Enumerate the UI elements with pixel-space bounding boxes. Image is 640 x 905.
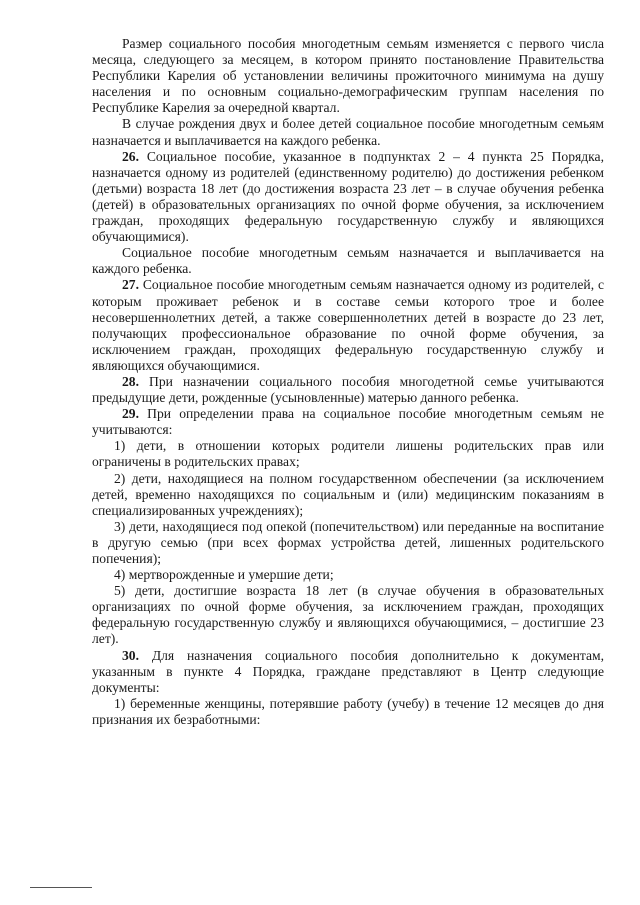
list-item xyxy=(92,471,604,519)
paragraph-number: 28. xyxy=(122,373,139,389)
list-item xyxy=(92,696,604,728)
paragraph-text: Социальное пособие, указанное в подпунктах 2 – 4 пункта 25 Порядка, назначается одному из родителей (единственному родителю) до достижения ребенком (детьми) возраста 18 лет (до достижения возраста 23 лет – в случае обучения ребенка (детей) в образовательных организациях по очной форме обучения, за исключением граждан, проходящих федеральную государственную службу и являющихся обучающимися). xyxy=(92,148,604,245)
numbered-paragraph xyxy=(92,374,604,406)
paragraph-text: 5) дети, достигшие возраста 18 лет (в случае обучения в образовательных организациях по очной форме обучения, за исключением граждан, проходящих федеральную государственную службу и являющихся обучающимися, – достигшие 23 лет). xyxy=(92,583,604,647)
paragraph xyxy=(92,245,604,277)
list-item xyxy=(92,519,604,567)
numbered-paragraph xyxy=(92,406,604,438)
paragraph-number: 26. xyxy=(122,148,139,164)
paragraph-text: 2) дети, находящиеся на полном государственном обеспечении (за исключением детей, временно находящихся по социальным и (или) медицинским показаниям в специализированных учреждениях); xyxy=(92,470,604,518)
paragraph xyxy=(92,116,604,148)
paragraph-text: При назначении социального пособия многодетной семье учитываются предыдущие дети, рожденные (усыновленные) матерью данного ребенка. xyxy=(92,373,604,406)
list-item xyxy=(92,583,604,647)
document-body xyxy=(92,36,604,728)
numbered-paragraph xyxy=(92,277,604,374)
paragraph-number: 30. xyxy=(122,647,139,663)
paragraph-text: При определении права на социальное пособие многодетным семьям не учитываются: xyxy=(92,406,604,438)
paragraph-text: Социальное пособие многодетным семьям назначается одному из родителей, с которым проживает ребенок и в составе семьи которого трое и более несовершеннолетних детей, а также совершеннолетних детей в возрасте до 23 лет, получающих профессиональное образование по очной форме обучения, за исключением граждан, проходящих федеральную государственную службу и являющихся обучающимися. xyxy=(92,277,604,373)
paragraph-text: Для назначения социального пособия дополнительно к документам, указанным в пункте 4 Порядка, граждане представляют в Центр следующие документы: xyxy=(92,647,604,695)
paragraph-text: 4) мертворожденные и умершие дети; xyxy=(114,567,334,583)
list-item xyxy=(92,438,604,470)
paragraph-text: 1) дети, в отношении которых родители лишены родительских прав или ограничены в родительских правах; xyxy=(92,438,604,470)
footnote-rule xyxy=(30,887,92,888)
paragraph-text: Размер социального пособия многодетным семьям изменяется с первого числа месяца, следующего за месяцем, в котором принято постановление Правительства Республики Карелия об установлении величины прожиточного минимума на душу населения и по основным социально-демографическим группам населения по Республике Карелия за очередной квартал. xyxy=(92,36,604,116)
paragraph-text: 1) беременные женщины, потерявшие работу (учебу) в течение 12 месяцев до дня признания их безработными: xyxy=(92,695,604,727)
paragraph-text: Социальное пособие многодетным семьям назначается и выплачивается на каждого ребенка. xyxy=(92,245,604,277)
paragraph-number: 29. xyxy=(122,406,139,422)
paragraph xyxy=(92,36,604,116)
numbered-paragraph xyxy=(92,149,604,246)
paragraph-text: В случае рождения двух и более детей социальное пособие многодетным семьям назначается и выплачивается на каждого ребенка. xyxy=(92,116,604,148)
paragraph-number: 27. xyxy=(122,277,139,293)
numbered-paragraph xyxy=(92,648,604,696)
list-item xyxy=(92,567,604,583)
paragraph-text: 3) дети, находящиеся под опекой (попечительством) или переданные на воспитание в другую семью (при всех формах устройства детей, лишенных родительского попечения); xyxy=(92,518,604,566)
